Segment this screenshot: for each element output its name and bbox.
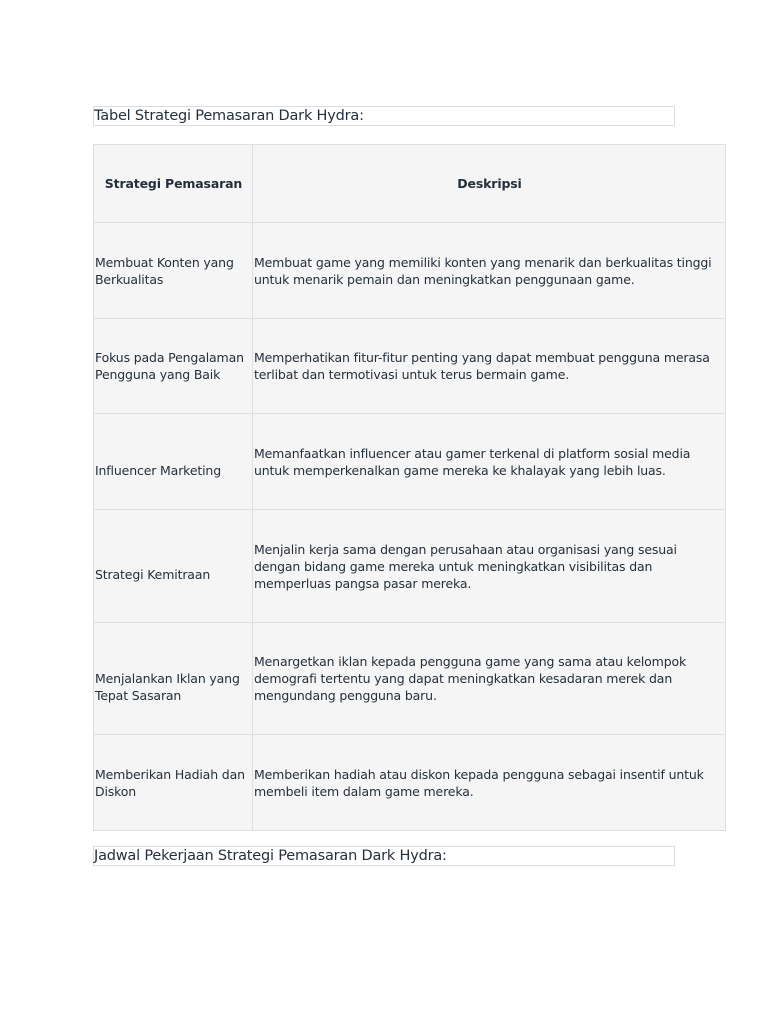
description-cell — [253, 623, 726, 735]
strategy-cell — [94, 319, 253, 414]
strategy-cell — [94, 623, 253, 735]
table-row — [94, 223, 726, 319]
column-header-strategy: Strategi Pemasaran — [94, 145, 253, 223]
table-row — [94, 735, 726, 831]
column-header-description: Deskripsi — [253, 145, 726, 223]
table-row — [94, 510, 726, 623]
strategy-cell — [94, 735, 253, 831]
table-row — [94, 623, 726, 735]
description-cell — [253, 319, 726, 414]
strategy-cell — [94, 510, 253, 623]
description-text: Menargetkan iklan kepada pengguna game yang sama atau kelompok demografi tertentu yang dapat meningkatkan kesadaran merek dan mengundang pengguna baru. — [254, 654, 687, 703]
strategy-text: Influencer Marketing — [95, 462, 221, 478]
strategy-cell — [94, 223, 253, 319]
table-title: Tabel Strategi Pemasaran Dark Hydra: — [93, 106, 675, 126]
description-text: Memberikan hadiah atau diskon kepada pengguna sebagai insentif untuk membeli item dalam game mereka. — [254, 766, 704, 799]
table-row — [94, 414, 726, 510]
description-text: Menjalin kerja sama dengan perusahaan atau organisasi yang sesuai dengan bidang game mereka untuk meningkatkan visibilitas dan memperluas pangsa pasar mereka. — [254, 541, 677, 591]
description-text: Memperhatikan fitur-fitur penting yang dapat membuat pengguna merasa terlibat dan termotivasi untuk terus bermain game. — [254, 350, 710, 382]
schedule-title: Jadwal Pekerjaan Strategi Pemasaran Dark Hydra: — [93, 846, 675, 866]
strategy-text: Memberikan Hadiah dan Diskon — [95, 766, 245, 799]
description-text: Membuat game yang memiliki konten yang menarik dan berkualitas tinggi untuk menarik pemain dan meningkatkan penggunaan game. — [254, 254, 712, 287]
strategy-text: Menjalankan Iklan yang Tepat Sasaran — [95, 671, 240, 703]
strategy-text: Fokus pada Pengalaman Pengguna yang Baik — [95, 350, 244, 382]
description-cell — [253, 223, 726, 319]
description-cell — [253, 735, 726, 831]
description-cell — [253, 510, 726, 623]
strategy-text: Membuat Konten yang Berkualitas — [95, 254, 234, 287]
strategy-cell — [94, 414, 253, 510]
description-cell — [253, 414, 726, 510]
table-header-row — [94, 145, 726, 223]
strategy-text: Strategi Kemitraan — [95, 567, 211, 582]
marketing-strategy-table — [93, 144, 726, 831]
description-text: Memanfaatkan influencer atau gamer terkenal di platform sosial media untuk memperkenalkan game mereka ke khalayak yang lebih luas. — [254, 445, 691, 478]
table-row — [94, 319, 726, 414]
